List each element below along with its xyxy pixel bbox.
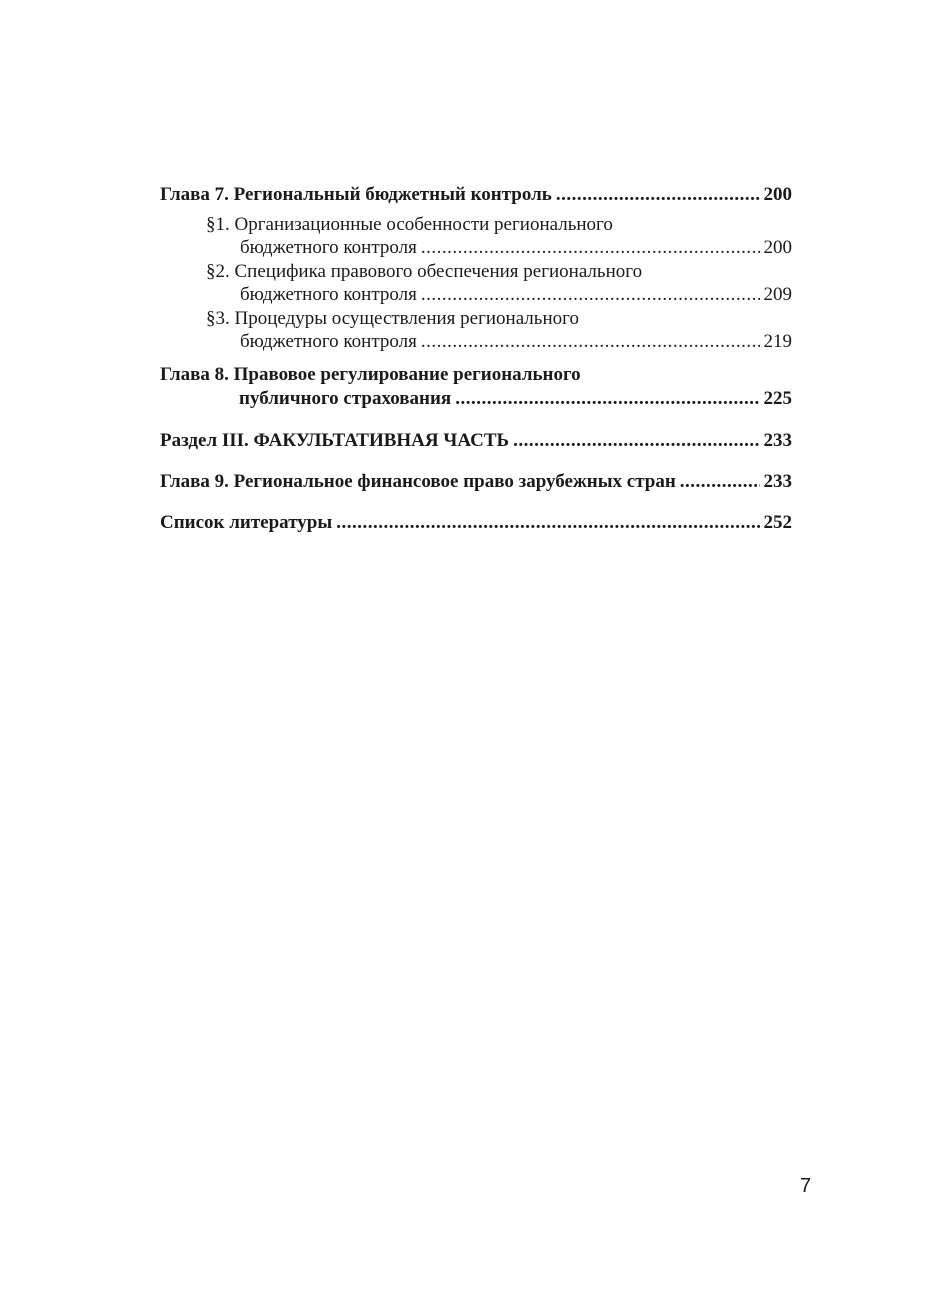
entry-page: 233	[763, 471, 792, 492]
entry-title: Глава 7. Региональный бюджетный контроль	[160, 184, 552, 205]
entry-title-continued: бюджетного контроля	[240, 284, 417, 305]
entry-page: 209	[763, 284, 792, 305]
entry-page: 200	[763, 184, 792, 205]
dot-leader	[556, 183, 760, 207]
entry-title-continued: публичного страхования	[239, 388, 452, 409]
entry-page: 200	[763, 237, 792, 258]
dot-leader	[513, 429, 759, 453]
entry-title: Список литературы	[160, 512, 333, 533]
toc-entry-chapter-8[interactable]	[160, 363, 792, 411]
toc-entry-chapter-7[interactable]	[160, 183, 792, 207]
toc-entry-chapter-9[interactable]	[160, 470, 792, 494]
entry-title: §2. Специфика правового обеспечения регионального	[206, 261, 643, 282]
toc-entry-section-1[interactable]	[160, 213, 792, 259]
entry-title: §3. Процедуры осуществления регионального	[206, 308, 579, 329]
page-number: 7	[800, 1175, 812, 1197]
entry-title-continued: бюджетного контроля	[240, 237, 417, 258]
table-of-contents	[160, 183, 792, 535]
dot-leader	[455, 387, 759, 411]
toc-entry-bibliography[interactable]	[160, 511, 792, 535]
dot-leader	[680, 470, 760, 494]
entry-title: Глава 8. Правовое регулирование регионального	[160, 364, 581, 385]
entry-title: Глава 9. Региональное финансовое право зарубежных стран	[160, 471, 676, 492]
entry-title: Раздел III. ФАКУЛЬТАТИВНАЯ ЧАСТЬ	[160, 430, 510, 451]
toc-entry-section-3[interactable]	[160, 307, 792, 353]
entry-page: 252	[763, 512, 792, 533]
dot-leader	[421, 330, 760, 353]
dot-leader	[336, 511, 759, 535]
toc-entry-part-3[interactable]	[160, 429, 792, 453]
toc-entry-section-2[interactable]	[160, 260, 792, 306]
entry-title: §1. Организационные особенности регионального	[206, 214, 613, 235]
dot-leader	[421, 236, 760, 259]
entry-title-continued: бюджетного контроля	[240, 331, 417, 352]
dot-leader	[421, 283, 760, 306]
entry-page: 233	[763, 430, 792, 451]
entry-page: 225	[763, 388, 792, 409]
entry-page: 219	[763, 331, 792, 352]
